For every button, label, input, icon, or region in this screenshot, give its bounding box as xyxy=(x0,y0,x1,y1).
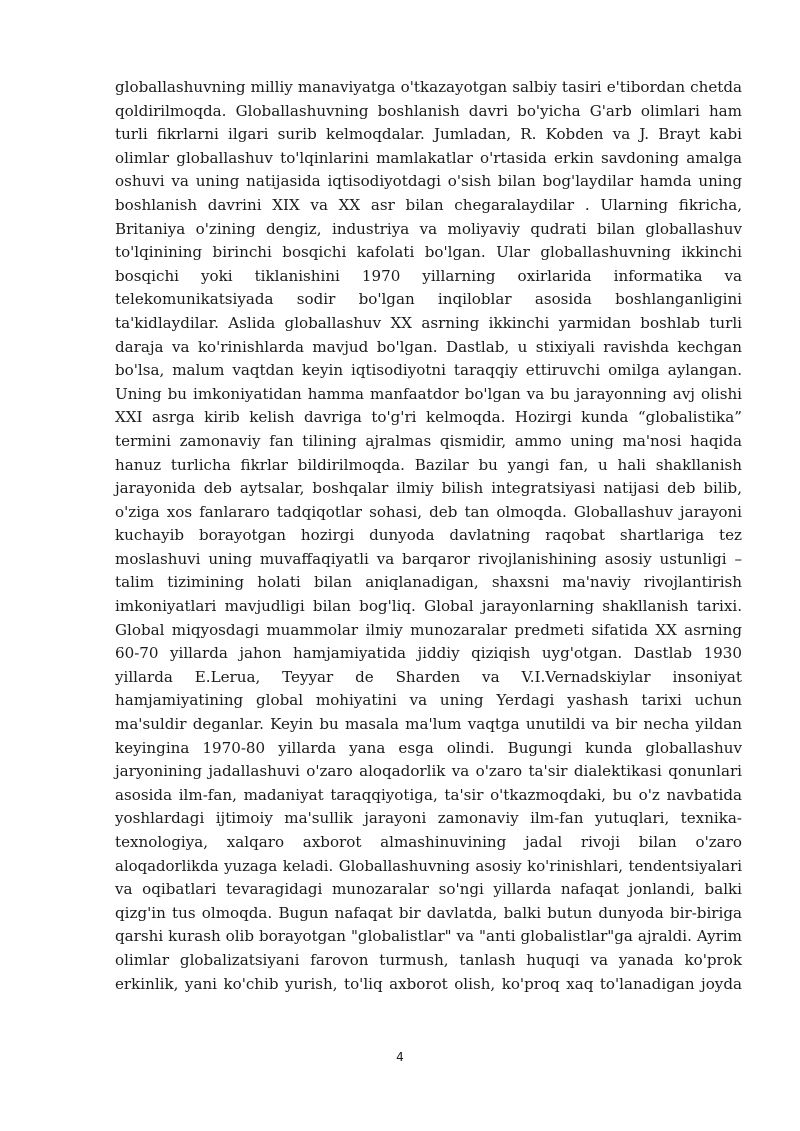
text-line: qoldirilmoqda. Globallashuvning boshlanish davri bo'yicha G'arb olimlari ham xyxy=(115,101,742,120)
text-line: keyingina 1970-80 yillarda yana esga olindi. Bugungi kunda globallashuv xyxy=(115,738,742,757)
text-line: to'lqinining birinchi bosqichi kafolati bo'lgan. Ular globallashuvning ikkinchi xyxy=(115,243,742,262)
text-line: texnologiya, xalqaro axborot almashinuvining jadal rivoji bilan o'zaro xyxy=(115,833,742,851)
text-line: erkinlik, yani ko'chib yurish, to'liq axborot olish, ko'proq xaq to'lanadigan joyda xyxy=(115,974,742,993)
text-line: Uning bu imkoniyatidan hamma manfaatdor bo'lgan va bu jarayonning avj olishi xyxy=(115,384,742,403)
text-line: talim tizimining holati bilan aniqlanadigan, shaxsni ma'naviy rivojlantirish xyxy=(115,573,742,592)
text-line: qarshi kurash olib borayotgan "globalistlar" va "anti globalistlar"ga ajraldi. Ayrim xyxy=(115,927,742,946)
text-line: XXI asrga kirib kelish davriga to'g'ri kelmoqda. Hozirgi kunda “globalistika” xyxy=(115,408,742,427)
text-line: moslashuvi uning muvaffaqiyatli va barqaror rivojlanishining asosiy ustunligi – xyxy=(115,549,742,568)
text-line: olimlar globallashuv to'lqinlarini mamlakatlar o'rtasida erkin savdoning amalga xyxy=(115,148,742,167)
text-line: oshuvi va uning natijasida iqtisodiyotdagi o'sish bilan bog'laydilar hamda uning xyxy=(115,172,742,191)
text-line: asosida ilm-fan, madaniyat taraqqiyotiga, ta'sir o'tkazmoqdaki, bu o'z navbatida xyxy=(115,785,742,804)
text-line: kuchayib borayotgan hozirgi dunyoda davlatning raqobat shartlariga tez xyxy=(115,526,742,545)
text-line: yillarda E.Lerua, Teyyar de Sharden va V.I.Vernadskiylar insoniyat xyxy=(115,667,742,686)
text-line: termini zamonaviy fan tilining ajralmas qismidir, ammo uning ma'nosi haqida xyxy=(115,431,742,450)
text-line: o'ziga xos fanlararo tadqiqotlar sohasi, deb tan olmoqda. Globallashuv jarayoni xyxy=(115,502,742,521)
text-line: ma'suldir deganlar. Keyin bu masala ma'lum vaqtga unutildi va bir necha yildan xyxy=(115,715,742,734)
text-line: jarayonida deb aytsalar, boshqalar ilmiy bilish integratsiyasi natijasi deb bilib, xyxy=(115,479,742,498)
text-line: yoshlardagi ijtimoiy ma'sullik jarayoni zamonaviy ilm-fan yutuqlari, texnika- xyxy=(115,809,742,828)
text-line: boshlanish davrini XIX va XX asr bilan chegaralaydilar . Ularning fikricha, xyxy=(115,195,742,214)
page-number: 4 xyxy=(396,1050,404,1064)
text-line: jaryonining jadallashuvi o'zaro aloqadorlik va o'zaro ta'sir dialektikasi qonunlari xyxy=(115,762,742,781)
text-line: imkoniyatlari mavjudligi bilan bog'liq. Global jarayonlarning shakllanish tarixi. xyxy=(115,597,742,616)
text-line: Britaniya o'zining dengiz, industriya va moliyaviy qudrati bilan globallashuv xyxy=(115,219,742,238)
text-line: ta'kidlaydilar. Aslida globallashuv XX asrning ikkinchi yarmidan boshlab turli xyxy=(115,313,742,332)
text-line: va oqibatlari tevaragidagi munozaralar so'ngi yillarda nafaqat jonlandi, balki xyxy=(115,880,742,899)
text-line: 60-70 yillarda jahon hamjamiyatida jiddiy qiziqish uyg'otgan. Dastlab 1930 xyxy=(115,644,742,663)
text-line: hanuz turlicha fikrlar bildirilmoqda. Bazilar bu yangi fan, u hali shakllanish xyxy=(115,455,742,474)
text-line: hamjamiyatining global mohiyatini va uning Yerdagi yashash tarixi uchun xyxy=(115,691,742,710)
body-text xyxy=(115,76,742,996)
text-line: qizg'in tus olmoqda. Bugun nafaqat bir davlatda, balki butun dunyoda bir-biriga xyxy=(115,903,742,922)
text-line: daraja va ko'rinishlarda mavjud bo'lgan. Dastlab, u stixiyali ravishda kechgan xyxy=(115,337,742,356)
text-line: olimlar globalizatsiyani farovon turmush, tanlash huquqi va yanada ko'prok xyxy=(115,950,742,969)
text-line: bo'lsa, malum vaqtdan keyin iqtisodiyotni taraqqiy ettiruvchi omilga aylangan. xyxy=(115,361,742,380)
text-line: aloqadorlikda yuzaga keladi. Globallashuvning asosiy ko'rinishlari, tendentsiyalari xyxy=(115,856,742,875)
text-line: Global miqyosdagi muammolar ilmiy munozaralar predmeti sifatida XX asrning xyxy=(115,620,742,639)
text-line: globallashuvning milliy manaviyatga o'tkazayotgan salbiy tasiri e'tibordan chetda xyxy=(115,78,742,96)
text-line: telekomunikatsiyada sodir bo'lgan inqiloblar asosida boshlanganligini xyxy=(115,290,742,309)
text-line: turli fikrlarni ilgari surib kelmoqdalar. Jumladan, R. Kobden va J. Brayt kabi xyxy=(115,125,742,144)
text-line: bosqichi yoki tiklanishini 1970 yillarning oxirlarida informatika va xyxy=(115,266,742,285)
